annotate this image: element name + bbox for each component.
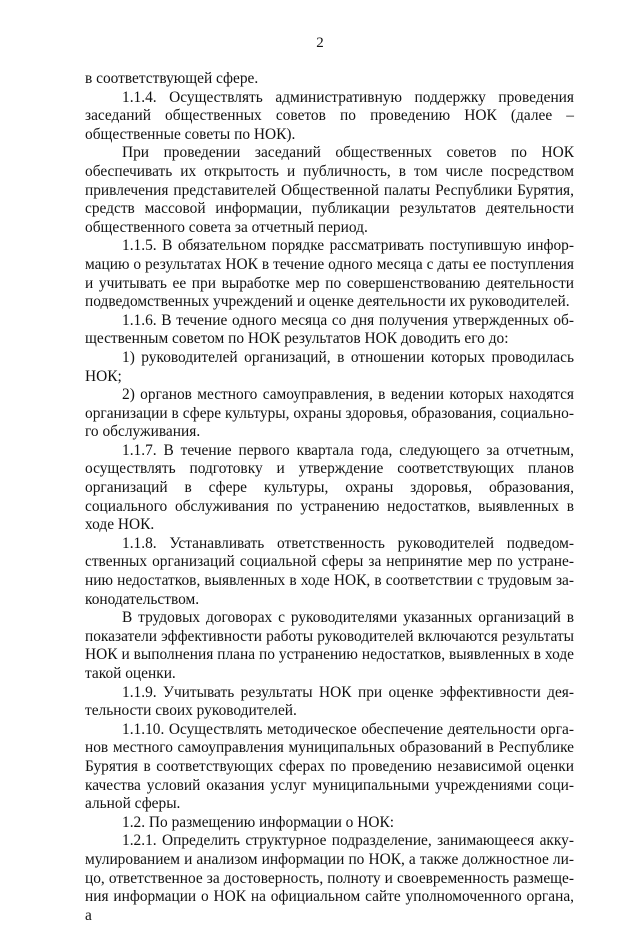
paragraph-list-item-2: 2) органов местного самоуправления, в ведении которых находятся организации в сфере культуры, охраны здоровья, образования, социального обслуживания. bbox=[85, 386, 574, 441]
paragraph-public-councils: При проведении заседаний общественных советов по НОК обеспечивать их открытость и публичность, в том числе посредством привлечения представителей Общественной палаты Республики Бурятия, средств массовой информации, публикации результатов деятельности общественного совета за отчетный период. bbox=[85, 144, 574, 236]
paragraph-1-1-6: 1.1.6. В течение одного месяца со дня получения утвержденных общественным советом по НОК результатов НОК доводить его до: bbox=[85, 311, 574, 348]
paragraph-labor-contracts: В трудовых договорах с руководителями указанных организаций в показатели эффективности работы руководителей включаются результаты НОК и выполнения плана по устранению недостатков, выявленных в ходе такой оценки. bbox=[85, 609, 574, 682]
paragraph-1-1-7: 1.1.7. В течение первого квартала года, следующего за отчетным, осуществлять подготовку и утверждение соответствующих планов организаций в сфере культуры, охраны здоровья, образования, социального обслуживания по устранению недостатков, выявленных в ходе НОК. bbox=[85, 441, 574, 534]
paragraph-1-1-4: 1.1.4. Осуществлять административную поддержку проведения заседаний общественных советов по проведению НОК (далее – общественные советы по НОК). bbox=[85, 88, 574, 143]
paragraph-1-1-9: 1.1.9. Учитывать результаты НОК при оценке эффективности деятельности своих руководителей. bbox=[85, 683, 574, 720]
paragraph-continuation: в соответствующей сфере. bbox=[85, 70, 259, 87]
paragraph-1-1-10: 1.1.10. Осуществлять методическое обеспечение деятельности органов местного самоуправления муниципальных образований в Республике Бурятия в соответствующих сферах по проведению независимой оценки качества условий оказания услуг муниципальными учреждениями социальной сферы. bbox=[85, 720, 574, 813]
paragraph-1-2-1: 1.2.1. Определить структурное подразделение, занимающееся аккумулированием и анализом информации по НОК, а также должностное лицо, ответственное за достоверность, полноту и своевременность размещения информации о НОК на официальном сайте уполномоченного органа, а bbox=[85, 832, 574, 924]
paragraph-1-1-8: 1.1.8. Устанавливать ответственность руководителей подведомственных организаций социальной сферы за непринятие мер по устранению недостатков, выявленных в ходе НОК, в соответствии с трудовым законодательством. bbox=[85, 534, 574, 608]
paragraph-list-item-1: 1) руководителей организаций, в отношении которых проводилась НОК; bbox=[85, 348, 574, 385]
page-number: 2 bbox=[316, 35, 324, 51]
document-body bbox=[85, 70, 574, 925]
paragraph-1-2: 1.2. По размещению информации о НОК: bbox=[122, 813, 394, 831]
paragraph-1-1-5: 1.1.5. В обязательном порядке рассматривать поступившую информацию о результатах НОК в течение одного месяца с даты ее поступления и учитывать ее при выработке мер по совершенствованию деятельности подведомственных учреждений и оценке деятельности их руководителей. bbox=[85, 237, 574, 311]
